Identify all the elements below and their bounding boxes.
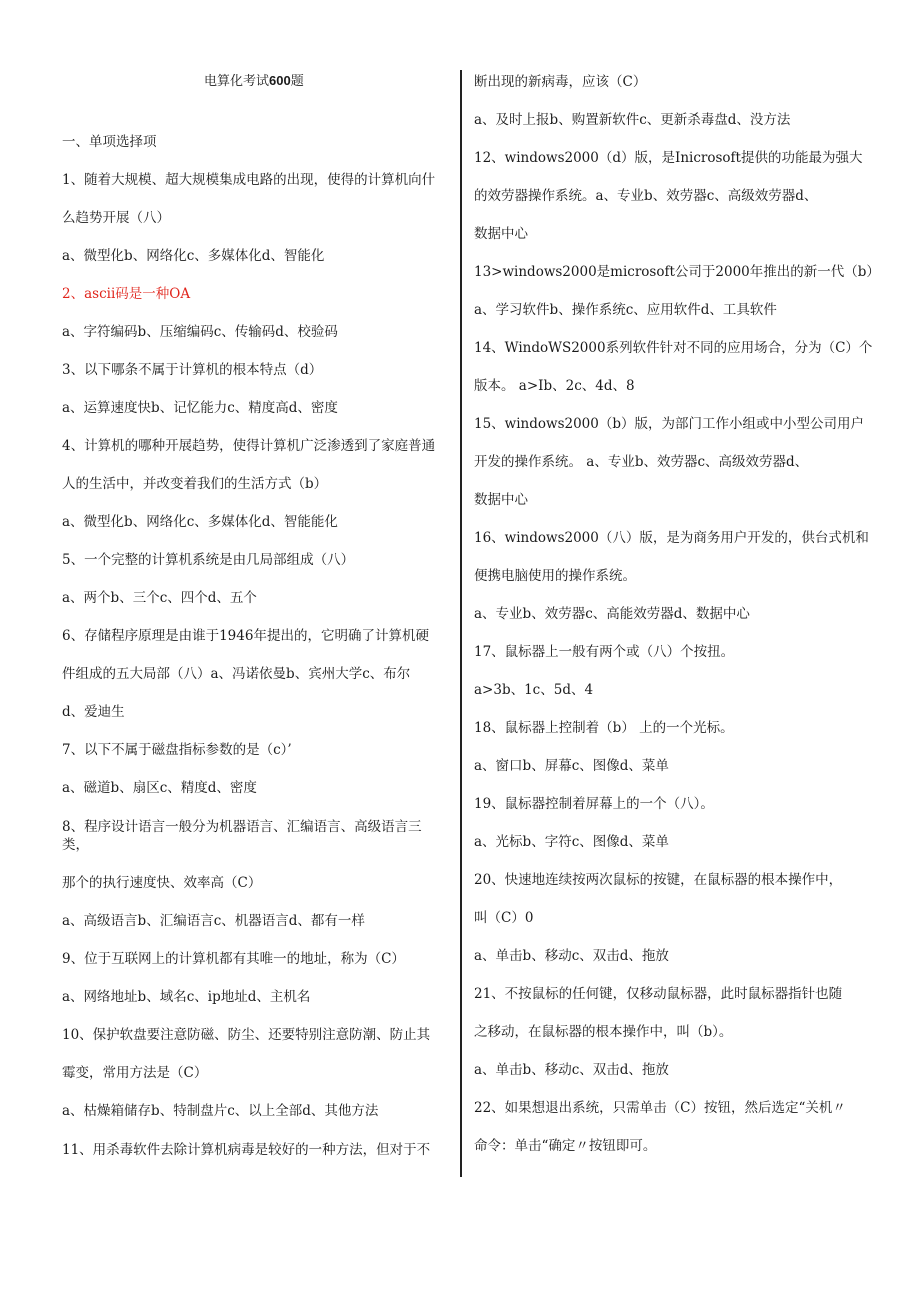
text-line: 22、如果想退出系统，只需单击（C）按钮，然后选定“关机〃	[474, 1100, 846, 1116]
text-line: 2、ascii码是一种OA	[62, 286, 191, 302]
text-line: 12、windows2000（d）版，是Inicrosoft提供的功能最为强大	[474, 150, 863, 166]
text-line: 6、存储程序原理是由谁于1946年提出的，它明确了计算机硬	[62, 628, 429, 644]
text-line: a、单击b、移动c、双击d、拖放	[474, 1062, 669, 1078]
text-line: a、高级语言b、汇编语言c、机器语言d、都有一样	[62, 913, 365, 929]
text-line: 11、用杀毒软件去除计算机病毒是较好的一种方法，但对于不	[62, 1142, 431, 1158]
text-line: a、枯燥箱储存b、特制盘片c、以上全部d、其他方法	[62, 1103, 379, 1119]
text-line: 13>windows2000是microsoft公司于2000年推出的新一代（b）	[474, 264, 880, 280]
text-line: 19、鼠标器控制着屏幕上的一个（八）。	[474, 796, 714, 812]
text-line: 版本。 a>Ib、2c、4d、8	[474, 378, 635, 394]
text-line: 那个的执行速度快、效率高（C）	[62, 875, 262, 891]
text-line: 的效劳器操作系统。a、专业b、效劳器c、高级效劳器d、	[474, 188, 818, 204]
title-number: 600	[269, 73, 291, 88]
text-line: 21、不按鼠标的任何键，仅移动鼠标器，此时鼠标器指针也随	[474, 986, 843, 1002]
text-line: 1、随着大规模、超大规模集成电路的出现，使得的计算机向什	[62, 172, 436, 188]
text-line: 3、以下哪条不属于计算机的根本特点（d）	[62, 362, 323, 378]
text-line: 霉变，常用方法是（C）	[62, 1065, 208, 1081]
text-line: 人的生活中，并改变着我们的生活方式（b）	[62, 476, 328, 492]
column-divider	[460, 70, 462, 1177]
text-line: 4、计算机的哪种开展趋势，使得计算机广泛渗透到了家庭普通	[62, 438, 436, 454]
text-line: 18、鼠标器上控制着（b） 上的一个光标。	[474, 720, 734, 736]
text-line: 15、windows2000（b）版，为部门工作小组或中小型公司用户	[474, 416, 864, 432]
text-line: a、微型化b、网络化c、多媒体化d、智能能化	[62, 514, 338, 530]
text-line: 20、快速地连续按两次鼠标的按键，在鼠标器的根本操作中，	[474, 872, 843, 888]
title-suffix: 题	[290, 74, 304, 89]
text-line: 7、以下不属于磁盘指标参数的是（c）’	[62, 742, 292, 758]
text-line: 8、程序设计语言一般分为机器语言、汇编语言、高级语言三	[62, 819, 422, 835]
text-line: d、爱迪生	[62, 704, 125, 720]
text-line: 叫（C）0	[474, 910, 534, 926]
text-line: 么趋势开展（八）	[62, 210, 170, 226]
text-line: 类，	[62, 837, 89, 853]
text-line: 16、windows2000（八）版，是为商务用户开发的，供台式机和	[474, 530, 869, 546]
text-line: a、光标b、字符c、图像d、菜单	[474, 834, 669, 850]
text-line: 5、一个完整的计算机系统是由几局部组成（八）	[62, 552, 355, 568]
text-line: 9、位于互联网上的计算机都有其唯一的地址，称为（C）	[62, 951, 405, 967]
text-line: a、专业b、效劳器c、高能效劳器d、数据中心	[474, 606, 750, 622]
text-line: 之移动，在鼠标器的根本操作中，叫（b）。	[474, 1024, 733, 1040]
text-line: 便携电脑使用的操作系统。	[474, 568, 636, 584]
text-line: a、微型化b、网络化c、多媒体化d、智能化	[62, 248, 325, 264]
text-line: a、字符编码b、压缩编码c、传输码d、校验码	[62, 324, 338, 340]
text-line: 命令：单击“确定〃按钮即可。	[474, 1138, 657, 1154]
text-line: a、及时上报b、购置新软件c、更新杀毒盘d、没方法	[474, 112, 791, 128]
text-line: 断出现的新病毒，应该（C）	[474, 74, 647, 90]
text-line: a、两个b、三个c、四个d、五个	[62, 590, 257, 606]
text-line: 10、保护软盘要注意防磁、防尘、还要特别注意防潮、防止其	[62, 1027, 431, 1043]
document-title	[204, 72, 304, 90]
text-line: a、磁道b、扇区c、精度d、密度	[62, 780, 257, 796]
text-line: 件组成的五大局部（八）a、冯诺依曼b、宾州大学c、布尔	[62, 666, 411, 682]
text-line: 开发的操作系统。 a、专业b、效劳器c、高级效劳器d、	[474, 454, 809, 470]
text-line: a、单击b、移动c、双击d、拖放	[474, 948, 669, 964]
text-line: 一、单项选择项	[62, 134, 157, 150]
text-line: a>3b、1c、5d、4	[474, 682, 594, 698]
text-line: 17、鼠标器上一般有两个或（八）个按扭。	[474, 644, 735, 660]
text-line: a、窗口b、屏幕c、图像d、菜单	[474, 758, 669, 774]
text-line: 14、WindoWS2000系列软件针对不同的应用场合，分为（C）个	[474, 340, 873, 356]
title-text: 电算化考试	[204, 74, 270, 89]
text-line: 数据中心	[474, 492, 528, 508]
text-line: a、学习软件b、操作系统c、应用软件d、工具软件	[474, 302, 777, 318]
text-line: a、网络地址b、域名c、ip地址d、主机名	[62, 989, 311, 1005]
text-line: 数据中心	[474, 226, 528, 242]
text-line: a、运算速度快b、记忆能力c、精度高d、密度	[62, 400, 338, 416]
